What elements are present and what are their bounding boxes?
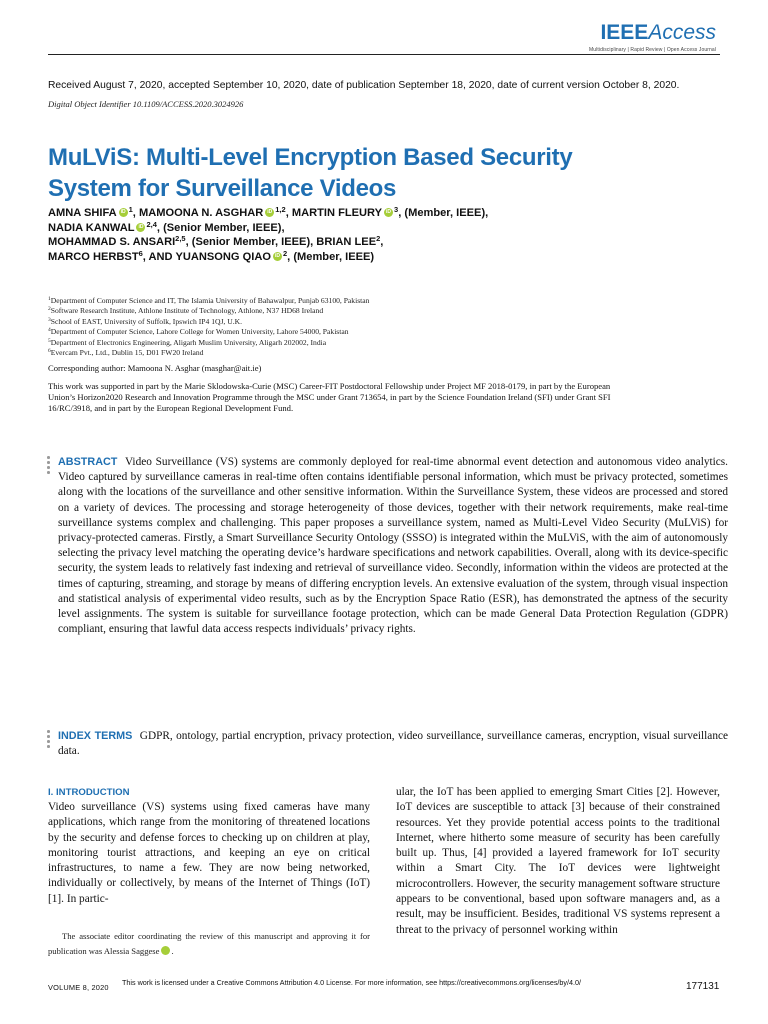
author-affil-ref: 1 xyxy=(128,205,133,214)
author-affil-ref: 3 xyxy=(394,205,399,214)
footer-license[interactable]: This work is licensed under a Creative Commons Attribution 4.0 License. For more information, see https://creativecommons.org/licenses/by/4.0/ xyxy=(122,978,582,987)
orcid-icon[interactable]: iD xyxy=(138,223,144,230)
author-membership: , (Member, IEEE) xyxy=(287,250,375,263)
index-terms-label: INDEX TERMS xyxy=(58,730,133,742)
affiliation: $^1$Department of Computer Science and IT, The Islamia University of Bahawalpur, Punjab 63100, Pakistan xyxy=(48,296,370,305)
footer-volume: VOLUME 8, 2020 xyxy=(48,983,109,992)
author-membership: , (Senior Member, IEEE), xyxy=(156,221,285,234)
author-affil-ref: 2,5 xyxy=(175,234,186,243)
author-affil-ref: 2 xyxy=(283,248,288,258)
author-name: , MARTIN FLEURY xyxy=(285,207,383,219)
author-line-3 xyxy=(48,235,728,250)
author-name: , MAMOONA N. ASGHAR xyxy=(132,207,264,219)
orcid-icon[interactable]: iD xyxy=(386,209,392,215)
abstract-text: Video Surveillance (VS) systems are commonly deployed for real-time abnormal event detection and autonomous video analytics. Video captured by surveillance cameras in real-time often contains identifiable personal information, which must be privacy protected, sometimes along with the locations of the surveillance and other sensitive information. Within the Surveillance System, these videos are processed and stored on a variety of devices. The processing and storage heterogeneity of those devices, together with their network requirements, make real-time surveillance systems complex and challenging. This paper proposes a surveillance system, named as Multi-Level Video Security (MuLViS) for privacy-protected cameras. Firstly, a Smart Surveillance Security Ontology (SSSO) is integrated within the MuLViS, with the aim of autonomously selecting the privacy level matching the operating device’s hardware specifications and network capabilities. Overall, along with its device-specific security, the system leads to relatively fast indexing and retrieval of surveillance video. Secondly, information within the videos are protected at the times of capturing, streaming, and storage by means of differing encryption levels. An extensive evaluation of the system, through visual inspection and statistical analysis of experimental video results, such as by the Encryption Space Ratio (ESR), has demonstrated the aptness of the security level assignments. The system is suitable for surveillance footage protection, which can be made General Data Protection Regulation (GDPR) compliant, ensuring that lawful data access respects individuals’ privacy rights. xyxy=(58,456,728,636)
paper-title xyxy=(48,142,688,204)
author-name: MARCO HERBST xyxy=(48,250,139,263)
author-line-4 xyxy=(48,250,728,265)
author-name: , AND YUANSONG QIAO xyxy=(142,250,271,263)
funding-statement: This work was supported in part by the Marie Sklodowska-Curie (MSC) Career-FIT Postdoctoral Fellowship under Project MF 2018-0179, in part by the European Union’s Horizon2020 Research and Innovation Programme through the MSC under Grant 713654, in part by the Science Foundation Ireland (SFI) under Grant SFI 16/RC/3918, and in part by the European Regional Development Fund. xyxy=(48,381,611,413)
affiliation: $^4$Department of Computer Science, Lahore College for Women University, Lahore 54000, Pakistan xyxy=(48,327,349,337)
author-name: NADIA KANWAL xyxy=(48,221,135,234)
author-line-1 xyxy=(48,206,728,221)
affiliation-list xyxy=(48,296,369,358)
journal-tagline: Multidisciplinary | Rapid Review | Open Access Journal xyxy=(589,47,716,53)
abstract-label: ABSTRACT xyxy=(58,456,118,468)
header-rule xyxy=(48,54,720,55)
corresponding-author: Corresponding author: Mamoona N. Asghar (masghar@ait.ie) xyxy=(48,363,262,373)
author-line-2 xyxy=(48,221,728,236)
author-affil-ref: 2 xyxy=(376,234,381,243)
affiliation: $^2$Software Research Institute, Athlone Institute of Technology, Athlone, N37 HD68 Ireland xyxy=(48,306,324,316)
affiliation: $^5$Department of Electronics Engineering, Aligarh Muslim University, Aligarh 202002, India xyxy=(48,337,327,347)
author-affil-ref: 2,4 xyxy=(146,219,157,229)
orcid-icon[interactable]: iD xyxy=(275,252,280,259)
received-dates: Received August 7, 2020, accepted September 10, 2020, date of publication September 18, 2020, date of current version October 8, 2020. xyxy=(48,80,680,91)
orcid-icon[interactable]: iD xyxy=(120,209,126,215)
journal-logo xyxy=(589,22,716,53)
abstract xyxy=(58,455,728,637)
author-affil-ref: 6 xyxy=(138,248,143,258)
orcid-icon[interactable]: iD xyxy=(161,946,170,955)
orcid-icon[interactable]: iD xyxy=(267,209,273,215)
journal-wordmark: IEEEAccess xyxy=(600,21,716,44)
page-number: 177131 xyxy=(686,981,720,992)
title-line-2: System for Surveillance Videos xyxy=(48,175,397,202)
author-name: AMNA SHIFA xyxy=(48,207,117,219)
dotted-margin-marker xyxy=(47,456,50,476)
index-terms xyxy=(58,729,728,759)
author-membership: , (Senior Member, IEEE), BRIAN LEE xyxy=(185,236,377,248)
doi-line: Digital Object Identifier 10.1109/ACCESS.2020.3024926 xyxy=(48,99,244,109)
editor-note-text: The associate editor coordinating the review of this manuscript and approving it for publication was Alessia Saggese xyxy=(48,931,370,956)
affiliation: $^6$Evercam Pvt., Ltd., Dublin 15, D01 FW20 Ireland xyxy=(48,348,204,358)
author-list xyxy=(48,206,728,264)
author-name: MOHAMMAD S. ANSARI xyxy=(48,236,176,248)
author-affil-ref: 1,2 xyxy=(275,205,286,214)
intro-left-column: Video surveillance (VS) systems using fixed cameras have many applications, which range from the monitoring of threatened locations by the security and defense forces to checking up on children at play, monitoring tourist attractions, and keeping an eye on critical infrastructures, to name a few. They are now being networked, individually or collectively, by means of the Internet of Things (IoT) [1]. In partic- xyxy=(48,801,370,905)
author-membership: , (Member, IEEE), xyxy=(398,207,489,219)
editor-note: The associate editor coordinating the review of this manuscript and approving it for publication was Alessia Saggese iD. xyxy=(48,931,370,956)
intro-right-column: ular, the IoT has been applied to emerging Smart Cities [2]. However, IoT devices are susceptible to attack [3] because of their constrained resources. Yet they provide potential access points to the traditional Internet, where hitherto some measure of security has been carefully built up. Thus, [4] provided a layered framework for IoT security within a Smart City. The IoT devices were lightweight microcontrollers. However, the security management software structure appears to be conventional, based upon software managers and, as a result, may be insufficient. Besides, traditional VS systems represent a threat to the privacy of personnel working within xyxy=(396,786,720,936)
affiliation: $^3$School of EAST, University of Suffolk, Ipswich IP4 1QJ, U.K. xyxy=(48,316,242,326)
index-terms-text: GDPR, ontology, partial encryption, privacy protection, video surveillance, surveillance cameras, encryption, visual surveillance data. xyxy=(58,730,728,758)
author-separator: , xyxy=(380,236,384,248)
title-line-1: MuLViS: Multi-Level Encryption Based Security xyxy=(48,144,573,171)
section-heading: I. INTRODUCTION xyxy=(48,787,130,798)
dotted-margin-marker xyxy=(47,730,50,750)
